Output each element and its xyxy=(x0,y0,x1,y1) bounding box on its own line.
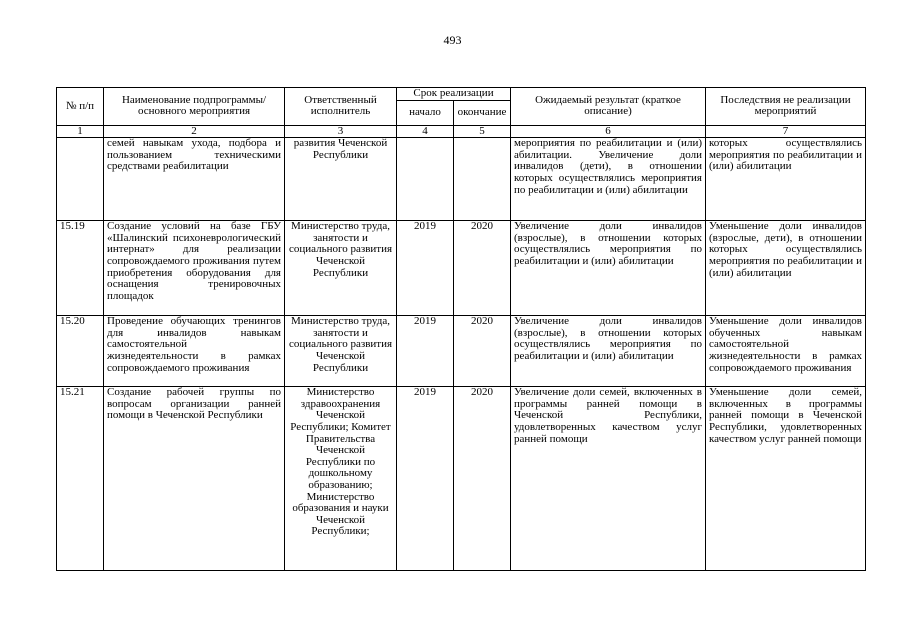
row-number xyxy=(57,138,104,221)
header-executor: Ответственный исполнитель xyxy=(285,88,397,126)
executor: Министерство здравоохранения Чеченской Республики; Комитет Правительства Чеченской Республики по дошкольному образованию; Министерство образования и науки Чеченской Республики; xyxy=(285,387,397,571)
table-row xyxy=(57,387,866,571)
activity-name: Создание условий на базе ГБУ «Шалинский психоневрологический интернат» для реализации сопровождаемого проживания путем приобретения оборудования для оснащения тренировочных площадок xyxy=(104,221,285,316)
executor: развития Чеченской Республики xyxy=(285,138,397,221)
header-end: окончание xyxy=(454,100,511,125)
row-number: 15.21 xyxy=(57,387,104,571)
start-year: 2019 xyxy=(397,221,454,316)
activity-name: Создание рабочей группы по вопросам организации ранней помощи в Чеченской Республики xyxy=(104,387,285,571)
table-row xyxy=(57,316,866,387)
header-start: начало xyxy=(397,100,454,125)
activity-name: семей навыкам ухода, подбора и пользованием техническими средствами реабилитации xyxy=(104,138,285,221)
start-year: 2019 xyxy=(397,316,454,387)
header-name: Наименование подпрограммы/ основного мероприятия xyxy=(104,88,285,126)
activity-name: Проведение обучающих тренингов для инвалидов навыкам самостоятельной жизнедеятельности в рамках сопровождаемого проживания xyxy=(104,316,285,387)
consequences: Уменьшение доли семей, включенных в программы ранней помощи в Чеченской Республики, удовлетворенных качеством услуг ранней помощи xyxy=(706,387,866,571)
end-year: 2020 xyxy=(454,387,511,571)
column-number: 2 xyxy=(104,125,285,138)
column-number: 4 xyxy=(397,125,454,138)
executor: Министерство труда, занятости и социального развития Чеченской Республики xyxy=(285,221,397,316)
program-table xyxy=(56,87,866,571)
executor: Министерство труда, занятости и социального развития Чеченской Республики xyxy=(285,316,397,387)
expected-result: Увеличение доли семей, включенных в программы ранней помощи в Чеченской Республики, удовлетворенных качеством услуг ранней помощи xyxy=(511,387,706,571)
header-result: Ожидаемый результат (краткое описание) xyxy=(511,88,706,126)
expected-result: Увеличение доли инвалидов (взрослые), в отношении которых осуществлялись мероприятия по реабилитации и (или) абилитации xyxy=(511,221,706,316)
header-period: Срок реализации xyxy=(397,88,511,101)
end-year: 2020 xyxy=(454,316,511,387)
start-year: 2019 xyxy=(397,387,454,571)
expected-result: мероприятия по реабилитации и (или) абилитации. Увеличение доли инвалидов (дети), в отношении которых осуществлялись мероприятия по реабилитации и (или) абилитации xyxy=(511,138,706,221)
table-row xyxy=(57,221,866,316)
consequences: Уменьшение доли инвалидов (взрослые, дети), в отношении которых осуществлялись мероприятия по реабилитации и (или) абилитации xyxy=(706,221,866,316)
header-consequences: Последствия не реализации мероприятий xyxy=(706,88,866,126)
expected-result: Увеличение доли инвалидов (взрослые), в отношении которых осуществлялись мероприятия по реабилитации и (или) абилитации xyxy=(511,316,706,387)
start-year xyxy=(397,138,454,221)
column-number: 3 xyxy=(285,125,397,138)
end-year: 2020 xyxy=(454,221,511,316)
consequences: Уменьшение доли инвалидов обученных навыкам самостоятельной жизнедеятельности в рамках сопровождаемого проживания xyxy=(706,316,866,387)
column-number: 5 xyxy=(454,125,511,138)
header-num: № п/п xyxy=(57,88,104,126)
column-number: 7 xyxy=(706,125,866,138)
page-number: 493 xyxy=(443,33,462,47)
consequences: которых осуществлялись мероприятия по реабилитации и (или) абилитации xyxy=(706,138,866,221)
row-number: 15.20 xyxy=(57,316,104,387)
row-number: 15.19 xyxy=(57,221,104,316)
end-year xyxy=(454,138,511,221)
table-row xyxy=(57,138,866,221)
column-number: 1 xyxy=(57,125,104,138)
column-number: 6 xyxy=(511,125,706,138)
